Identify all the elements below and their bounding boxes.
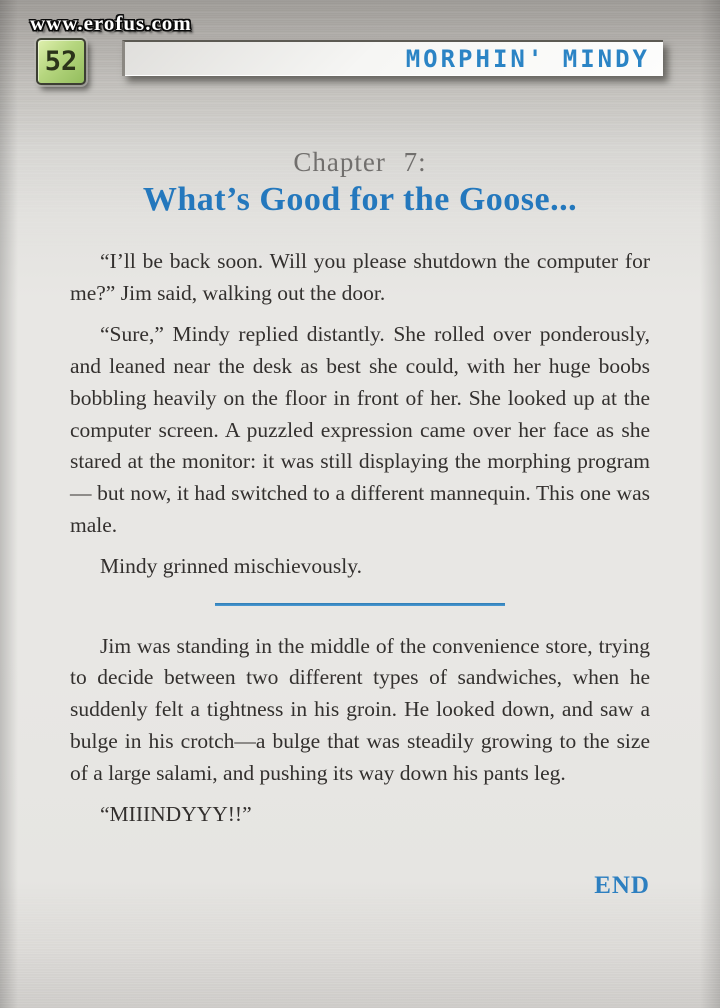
story-paragraph: “I’ll be back soon. Will you please shutdown the computer for me?” Jim said, walking out the door. [70, 249, 650, 306]
story-text [70, 246, 650, 830]
end-label: END [594, 872, 650, 900]
watermark: www.erofus.com [30, 11, 192, 35]
chapter-title: What’s Good for the Goose... [142, 181, 578, 219]
story-paragraph: Mindy grinned mischievously. [100, 553, 362, 578]
story-paragraph: “Sure,” Mindy replied distantly. She rolled over ponderously, and leaned near the desk as best she could, with her huge boobs bobbling heavily on the floor in front of her. She looked up at the computer screen. A puzzled expression came over her face as she stared at the monitor: it was still displaying the morphing program — but now, it had switched to a different mannequin. This one was male. [70, 322, 650, 537]
header-title-bar [122, 40, 663, 76]
page-content [70, 0, 650, 900]
comic-title: MORPHIN' MINDY [405, 45, 650, 73]
chapter-label: Chapter 7: [293, 147, 427, 177]
story-paragraph: “MIIINDYYY!!” [100, 801, 252, 826]
page-number: 52 [44, 46, 78, 77]
story-paragraph: Jim was standing in the middle of the convenience store, trying to decide between two different types of sandwiches, when he suddenly felt a tightness in his groin. He looked down, and saw a bulge in his crotch—a bulge that was steadily growing to the size of a large salami, and pushing its way down his pants leg. [70, 633, 650, 785]
section-divider [215, 603, 505, 606]
page-number-box [36, 38, 86, 85]
